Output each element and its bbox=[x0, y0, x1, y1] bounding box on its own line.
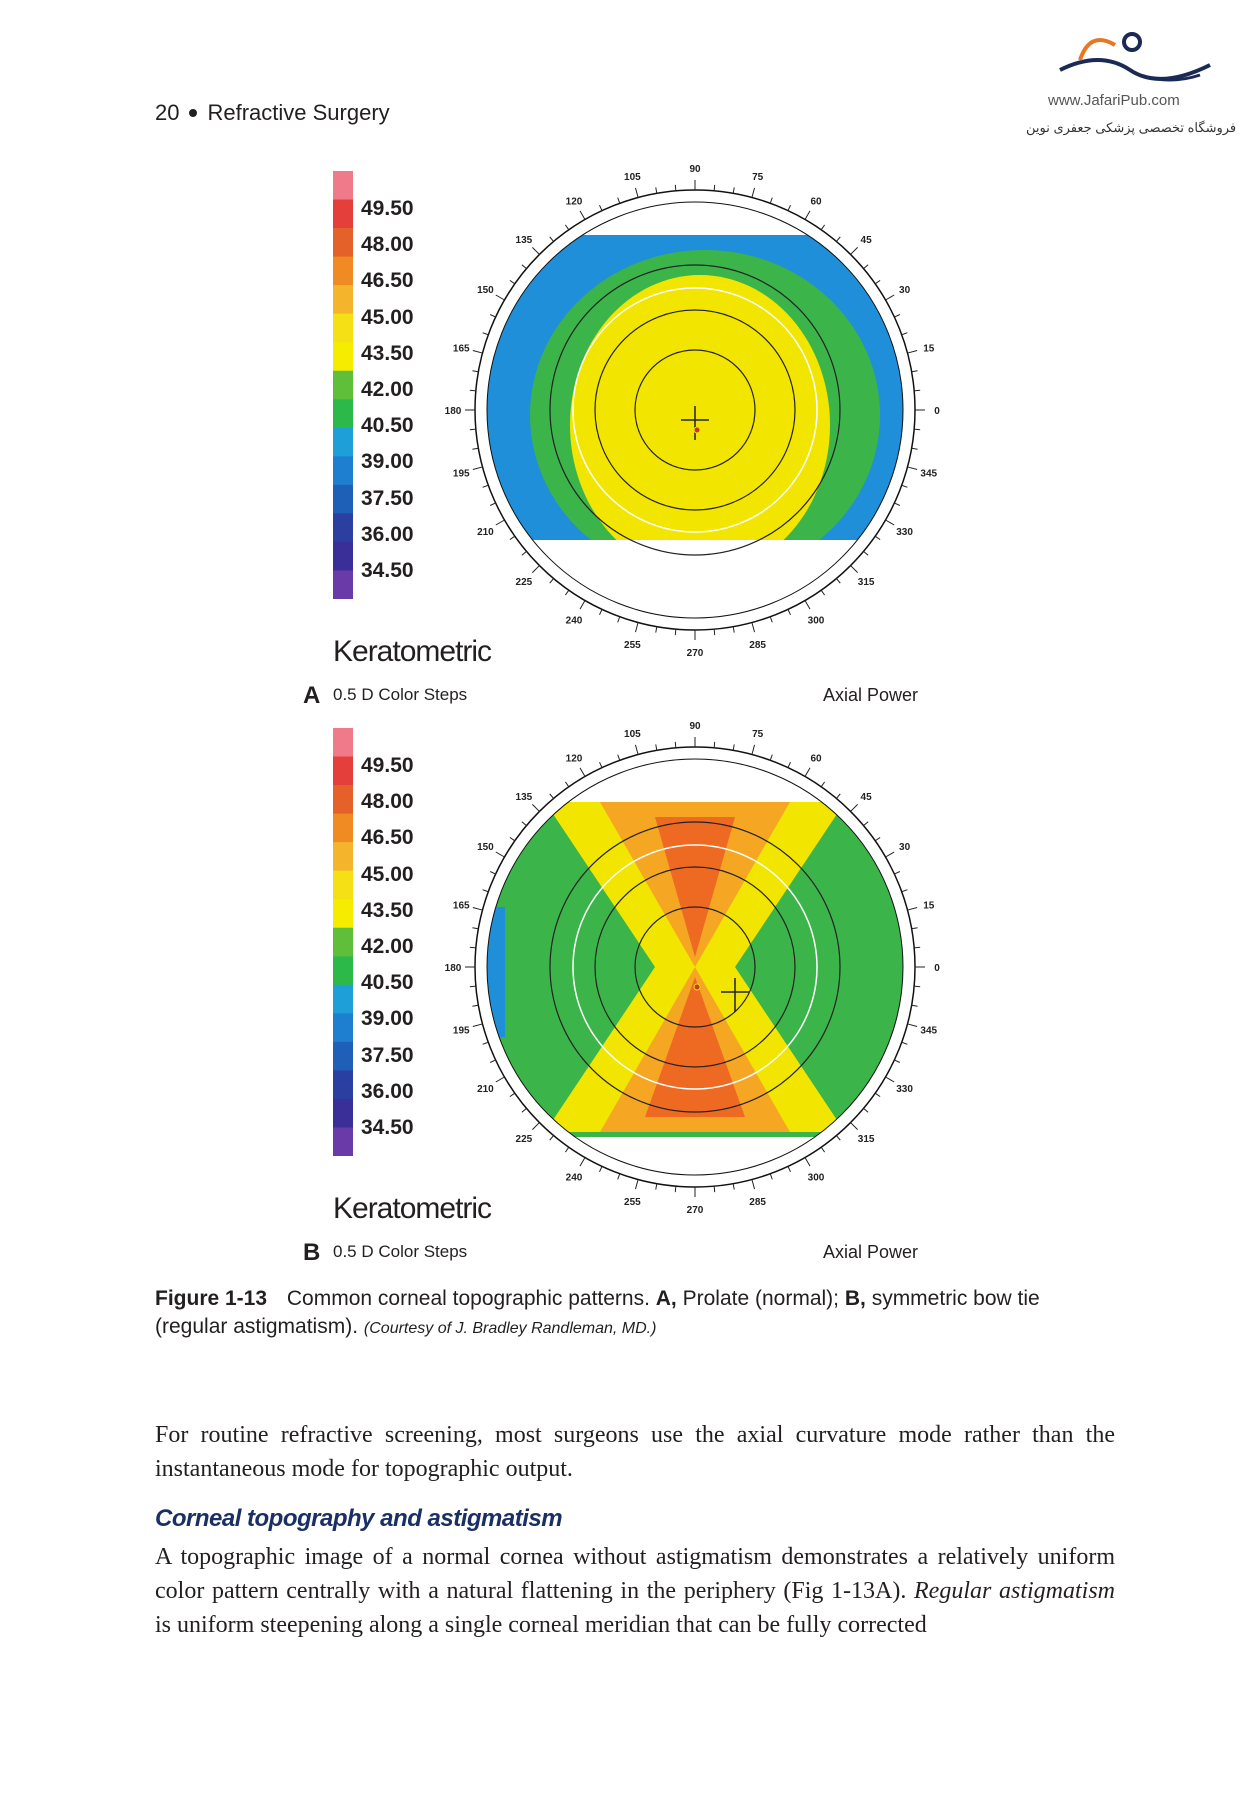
tick-mark bbox=[472, 448, 478, 449]
scale-swatch bbox=[333, 728, 353, 757]
caption-text: Common corneal topographic patterns. bbox=[286, 1287, 650, 1310]
bullet-icon bbox=[189, 109, 197, 117]
panel-mode: Axial Power bbox=[823, 685, 919, 705]
tick-mark bbox=[805, 601, 810, 610]
tick-mark bbox=[886, 852, 895, 857]
tick-mark bbox=[733, 187, 734, 193]
tick-mark bbox=[473, 907, 483, 910]
scale-value: 39.00 bbox=[361, 1007, 414, 1031]
tick-mark bbox=[656, 187, 657, 193]
topography-map bbox=[420, 722, 960, 1252]
degree-label: 345 bbox=[920, 468, 938, 480]
tick-mark bbox=[902, 890, 908, 892]
tick-mark bbox=[770, 198, 772, 204]
degree-label: 45 bbox=[860, 791, 872, 803]
tick-mark bbox=[510, 280, 515, 283]
tick-mark bbox=[805, 1158, 810, 1167]
tick-mark bbox=[496, 520, 505, 525]
scale-value: 42.00 bbox=[361, 935, 414, 959]
scale-swatch bbox=[333, 399, 353, 428]
tick-mark bbox=[510, 536, 515, 539]
scale-value: 34.50 bbox=[361, 559, 414, 583]
scale-swatch bbox=[333, 985, 353, 1014]
tick-mark bbox=[912, 448, 918, 449]
tick-mark bbox=[851, 804, 858, 811]
degree-label: 150 bbox=[477, 285, 494, 296]
degree-label: 180 bbox=[444, 406, 462, 417]
tick-mark bbox=[675, 185, 676, 191]
scale-value: 46.50 bbox=[361, 826, 414, 850]
tick-mark bbox=[490, 503, 495, 506]
figure-caption bbox=[155, 1285, 1115, 1343]
scale-swatch bbox=[333, 570, 353, 599]
scale-value: 49.50 bbox=[361, 754, 414, 777]
scale-swatch bbox=[333, 314, 353, 343]
pupil-center-icon bbox=[694, 427, 700, 433]
topography-map bbox=[420, 165, 960, 695]
tick-mark bbox=[580, 1158, 585, 1167]
tick-mark bbox=[599, 762, 602, 767]
tick-mark bbox=[714, 742, 715, 748]
panel-title: Keratometric bbox=[333, 635, 492, 668]
tick-mark bbox=[902, 1042, 908, 1044]
scale-swatch bbox=[333, 842, 353, 871]
tick-mark bbox=[483, 1042, 489, 1044]
body-paragraph: For routine refractive screening, most surgeons use the axial curvature mode rather than the instantaneous mode for topographic output. bbox=[155, 1422, 1115, 1482]
tick-mark bbox=[875, 536, 880, 539]
tick-mark bbox=[599, 205, 602, 210]
page-number: 20 bbox=[155, 100, 180, 125]
caption-a-text: Prolate (normal); bbox=[682, 1287, 839, 1310]
panel-subtitle: 0.5 D Color Steps bbox=[333, 1242, 468, 1261]
tick-mark bbox=[470, 390, 476, 391]
scale-swatch bbox=[333, 1042, 353, 1071]
tick-mark bbox=[580, 601, 585, 610]
tick-mark bbox=[752, 623, 755, 633]
tick-mark bbox=[472, 371, 478, 372]
tick-mark bbox=[483, 333, 489, 335]
tick-mark bbox=[522, 265, 527, 269]
tick-mark bbox=[886, 1077, 895, 1082]
tick-mark bbox=[733, 627, 734, 633]
tick-mark bbox=[565, 1147, 568, 1152]
scale-value: 34.50 bbox=[361, 1116, 414, 1140]
tick-mark bbox=[894, 503, 899, 506]
tick-mark bbox=[902, 485, 908, 487]
tick-mark bbox=[864, 265, 869, 269]
tick-mark bbox=[510, 1093, 515, 1096]
tick-mark bbox=[599, 609, 602, 614]
scale-swatch bbox=[333, 1070, 353, 1099]
degree-label: 135 bbox=[515, 791, 533, 803]
tick-mark bbox=[914, 429, 920, 430]
tick-mark bbox=[912, 928, 918, 929]
degree-label: 0 bbox=[934, 963, 940, 974]
degree-label: 240 bbox=[565, 1172, 583, 1184]
scale-value: 46.50 bbox=[361, 269, 414, 293]
tick-mark bbox=[522, 1108, 527, 1112]
tick-mark bbox=[864, 551, 869, 555]
tick-mark bbox=[752, 188, 755, 198]
tick-mark bbox=[875, 280, 880, 283]
tick-mark bbox=[821, 782, 824, 787]
degree-label: 105 bbox=[624, 729, 641, 741]
tick-mark bbox=[864, 1108, 869, 1112]
scale-swatch bbox=[333, 542, 353, 571]
tick-mark bbox=[656, 1184, 657, 1190]
tick-mark bbox=[851, 247, 858, 254]
tick-mark bbox=[635, 745, 638, 755]
tick-mark bbox=[472, 928, 478, 929]
degree-label: 165 bbox=[452, 343, 470, 355]
scale-value: 48.00 bbox=[361, 233, 414, 257]
tick-mark bbox=[894, 1060, 899, 1063]
caption-b-label: B, bbox=[844, 1287, 866, 1310]
tick-mark bbox=[908, 1024, 918, 1027]
scale-swatch bbox=[333, 342, 353, 371]
scale-swatch bbox=[333, 371, 353, 400]
scale-swatch bbox=[333, 1013, 353, 1042]
tick-mark bbox=[914, 986, 920, 987]
degree-label: 150 bbox=[477, 842, 494, 853]
tick-mark bbox=[875, 1093, 880, 1096]
tick-mark bbox=[496, 1077, 505, 1082]
tick-mark bbox=[886, 295, 895, 300]
tick-mark bbox=[473, 467, 483, 470]
degree-label: 315 bbox=[857, 577, 875, 589]
scale-swatch bbox=[333, 1127, 353, 1156]
tick-mark bbox=[618, 617, 620, 623]
tick-mark bbox=[788, 762, 791, 767]
degree-label: 120 bbox=[565, 196, 583, 208]
tick-mark bbox=[770, 1174, 772, 1180]
scale-swatch bbox=[333, 228, 353, 257]
degree-label: 300 bbox=[807, 615, 825, 627]
scale-value: 37.50 bbox=[361, 486, 414, 510]
tick-mark bbox=[912, 371, 918, 372]
degree-label: 255 bbox=[624, 639, 641, 651]
degree-label: 195 bbox=[452, 468, 470, 480]
degree-label: 165 bbox=[452, 900, 470, 912]
tick-mark bbox=[522, 822, 527, 826]
tick-mark bbox=[483, 890, 489, 892]
scale-value: 45.00 bbox=[361, 862, 414, 886]
tick-mark bbox=[550, 237, 554, 242]
degree-label: 30 bbox=[899, 842, 911, 853]
degree-label: 60 bbox=[810, 196, 822, 208]
degree-label: 30 bbox=[899, 285, 911, 296]
tick-mark bbox=[580, 211, 585, 220]
degree-label: 45 bbox=[860, 234, 872, 246]
degree-label: 210 bbox=[477, 527, 494, 538]
tick-mark bbox=[532, 1123, 539, 1130]
tick-mark bbox=[510, 837, 515, 840]
paragraph-emphasis: Regular astigmatism bbox=[914, 1578, 1116, 1604]
tick-mark bbox=[496, 295, 505, 300]
degree-label: 120 bbox=[565, 753, 583, 765]
tick-mark bbox=[836, 1136, 840, 1141]
tick-mark bbox=[886, 520, 895, 525]
tick-mark bbox=[675, 1186, 676, 1192]
tick-mark bbox=[532, 247, 539, 254]
tick-mark bbox=[851, 566, 858, 573]
tick-mark bbox=[675, 629, 676, 635]
panel-letter: B bbox=[303, 1239, 321, 1266]
scale-value: 43.50 bbox=[361, 898, 414, 922]
tick-mark bbox=[565, 225, 568, 230]
scale-swatch bbox=[333, 200, 353, 229]
degree-label: 90 bbox=[689, 722, 701, 732]
scale-value: 45.00 bbox=[361, 305, 414, 329]
tick-mark bbox=[550, 1136, 554, 1141]
section-heading: Corneal topography and astigmatism bbox=[155, 1505, 563, 1532]
scale-swatch bbox=[333, 785, 353, 814]
tick-mark bbox=[914, 390, 920, 391]
panel-letter: A bbox=[303, 682, 321, 709]
tick-mark bbox=[522, 551, 527, 555]
degree-label: 225 bbox=[515, 577, 533, 589]
panel-mode: Axial Power bbox=[823, 1242, 919, 1262]
tick-mark bbox=[496, 852, 505, 857]
degree-label: 270 bbox=[686, 648, 704, 659]
tick-mark bbox=[714, 629, 715, 635]
scale-value: 49.50 bbox=[361, 197, 414, 220]
degree-label: 210 bbox=[477, 1084, 494, 1095]
scale-swatch bbox=[333, 285, 353, 314]
scale-swatch bbox=[333, 513, 353, 542]
tick-mark bbox=[618, 755, 620, 761]
degree-label: 270 bbox=[686, 1205, 704, 1216]
scale-value: 42.00 bbox=[361, 378, 414, 402]
tick-mark bbox=[490, 1060, 495, 1063]
tick-mark bbox=[565, 590, 568, 595]
pupil-center-icon bbox=[694, 984, 700, 990]
figure-panel-b bbox=[295, 722, 965, 1282]
scale-value: 43.50 bbox=[361, 341, 414, 365]
paragraph-text: is uniform steepening along a single corneal meridian that can be fully corrected bbox=[155, 1612, 927, 1638]
caption-courtesy: (Courtesy of J. Bradley Randleman, MD.) bbox=[363, 1320, 657, 1337]
tick-mark bbox=[770, 755, 772, 761]
color-scale-bar bbox=[333, 171, 353, 599]
degree-label: 255 bbox=[624, 1196, 641, 1208]
degree-label: 240 bbox=[565, 615, 583, 627]
scale-swatch bbox=[333, 257, 353, 286]
tick-mark bbox=[618, 1174, 620, 1180]
tick-mark bbox=[473, 350, 483, 353]
scale-swatch bbox=[333, 956, 353, 985]
scale-value: 48.00 bbox=[361, 790, 414, 814]
degree-label: 285 bbox=[749, 639, 766, 651]
figure-label: Figure 1-13 bbox=[155, 1287, 268, 1310]
paragraph-text: A topographic image of a normal cornea without astigmatism demonstrates a relatively uniform color pattern centrally with a natural flattening in the periphery (Fig 1-13A). bbox=[155, 1544, 1115, 1604]
running-header bbox=[155, 100, 390, 126]
body-paragraph bbox=[155, 1540, 1115, 1642]
tick-mark bbox=[656, 627, 657, 633]
tick-mark bbox=[836, 579, 840, 584]
tick-mark bbox=[490, 314, 495, 317]
degree-label: 330 bbox=[896, 527, 913, 538]
scale-value: 40.50 bbox=[361, 414, 414, 438]
scale-value: 39.00 bbox=[361, 450, 414, 474]
tick-mark bbox=[532, 804, 539, 811]
tick-mark bbox=[752, 745, 755, 755]
tick-mark bbox=[770, 617, 772, 623]
scale-value: 37.50 bbox=[361, 1043, 414, 1067]
scale-value: 36.00 bbox=[361, 1079, 414, 1103]
tick-mark bbox=[752, 1180, 755, 1190]
degree-label: 300 bbox=[807, 1172, 825, 1184]
tick-mark bbox=[565, 782, 568, 787]
scale-swatch bbox=[333, 899, 353, 928]
tick-mark bbox=[788, 205, 791, 210]
scale-swatch bbox=[333, 814, 353, 843]
panel-title: Keratometric bbox=[333, 1192, 492, 1225]
map-region bbox=[475, 540, 915, 660]
caption-a-label: A, bbox=[655, 1287, 677, 1310]
degree-label: 90 bbox=[689, 165, 701, 175]
tick-mark bbox=[532, 566, 539, 573]
tick-mark bbox=[908, 467, 918, 470]
map-region bbox=[570, 275, 830, 575]
degree-label: 330 bbox=[896, 1084, 913, 1095]
tick-mark bbox=[821, 225, 824, 230]
tick-mark bbox=[908, 907, 918, 910]
tick-mark bbox=[851, 1123, 858, 1130]
tick-mark bbox=[635, 1180, 638, 1190]
tick-mark bbox=[821, 1147, 824, 1152]
degree-label: 285 bbox=[749, 1196, 766, 1208]
scale-swatch bbox=[333, 1099, 353, 1128]
tick-mark bbox=[472, 1005, 478, 1006]
tick-mark bbox=[908, 350, 918, 353]
running-title: Refractive Surgery bbox=[207, 100, 390, 125]
color-scale-labels bbox=[361, 748, 414, 1146]
tick-mark bbox=[470, 986, 476, 987]
tick-mark bbox=[714, 1186, 715, 1192]
scale-swatch bbox=[333, 871, 353, 900]
watermark-tagline: فروشگاه تخصصی پزشکی جعفری نوین bbox=[1026, 120, 1237, 135]
tick-mark bbox=[675, 742, 676, 748]
tick-mark bbox=[836, 237, 840, 242]
degree-label: 15 bbox=[923, 343, 935, 355]
tick-mark bbox=[580, 768, 585, 777]
tick-mark bbox=[483, 485, 489, 487]
panel-subtitle: 0.5 D Color Steps bbox=[333, 685, 468, 704]
tick-mark bbox=[714, 185, 715, 191]
degree-label: 135 bbox=[515, 234, 533, 246]
tick-mark bbox=[894, 871, 899, 874]
tick-mark bbox=[836, 794, 840, 799]
degree-label: 105 bbox=[624, 172, 641, 184]
tick-mark bbox=[805, 768, 810, 777]
degree-label: 225 bbox=[515, 1134, 533, 1146]
tick-mark bbox=[470, 947, 476, 948]
color-scale-bar bbox=[333, 728, 353, 1156]
tick-mark bbox=[618, 198, 620, 204]
degree-label: 75 bbox=[752, 172, 764, 184]
tick-mark bbox=[912, 1005, 918, 1006]
degree-label: 345 bbox=[920, 1025, 938, 1037]
degree-label: 75 bbox=[752, 729, 764, 741]
scale-value: 40.50 bbox=[361, 971, 414, 995]
tick-mark bbox=[805, 211, 810, 220]
scale-swatch bbox=[333, 928, 353, 957]
tick-mark bbox=[788, 1166, 791, 1171]
scale-swatch bbox=[333, 757, 353, 786]
tick-mark bbox=[894, 314, 899, 317]
degree-label: 0 bbox=[934, 406, 940, 417]
watermark-url: www.JafariPub.com bbox=[1048, 92, 1180, 109]
tick-mark bbox=[550, 579, 554, 584]
tick-mark bbox=[902, 333, 908, 335]
figure-panel-a bbox=[295, 165, 965, 725]
degree-label: 180 bbox=[444, 963, 462, 974]
tick-mark bbox=[788, 609, 791, 614]
tick-mark bbox=[635, 188, 638, 198]
tick-mark bbox=[490, 871, 495, 874]
tick-mark bbox=[599, 1166, 602, 1171]
caption-b-text: symmetric bow tie (regular astigmatism). bbox=[155, 1287, 1040, 1338]
tick-mark bbox=[875, 837, 880, 840]
scale-swatch bbox=[333, 171, 353, 200]
degree-label: 315 bbox=[857, 1134, 875, 1146]
tick-mark bbox=[470, 429, 476, 430]
tick-mark bbox=[550, 794, 554, 799]
tick-mark bbox=[473, 1024, 483, 1027]
tick-mark bbox=[733, 744, 734, 750]
degree-label: 60 bbox=[810, 753, 822, 765]
tick-mark bbox=[864, 822, 869, 826]
degree-label: 15 bbox=[923, 900, 935, 912]
tick-mark bbox=[656, 744, 657, 750]
scale-swatch bbox=[333, 428, 353, 457]
tick-mark bbox=[733, 1184, 734, 1190]
scale-value: 36.00 bbox=[361, 522, 414, 546]
scale-swatch bbox=[333, 456, 353, 485]
degree-label: 195 bbox=[452, 1025, 470, 1037]
scale-swatch bbox=[333, 485, 353, 514]
tick-mark bbox=[821, 590, 824, 595]
tick-mark bbox=[635, 623, 638, 633]
tick-mark bbox=[914, 947, 920, 948]
color-scale-labels bbox=[361, 191, 414, 589]
